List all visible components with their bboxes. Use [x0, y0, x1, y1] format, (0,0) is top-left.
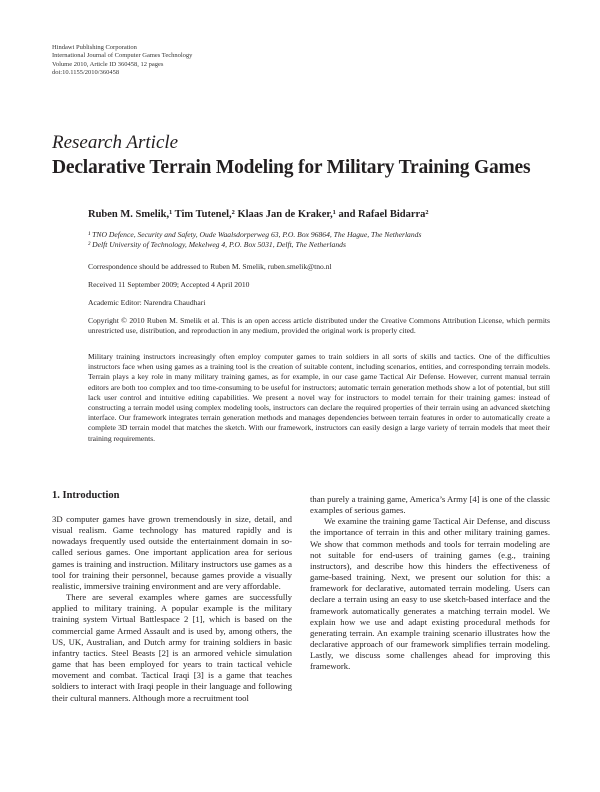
- received-dates: Received 11 September 2009; Accepted 4 April 2010: [88, 280, 250, 289]
- journal-header: [52, 44, 192, 78]
- paragraph: 3D computer games have grown tremendously in size, detail, and visual realism. Game technology has matured rapidly and is nowadays frequently used outside the entertainment domain in so-called serious games. One important application area for serious games is training and instruction. Military instructors use games as a tool for training their personnel, because games provide a visually realistic, immersive training environment and are very affordable.: [52, 514, 292, 591]
- body-column-right: [310, 494, 550, 673]
- section-heading: 1. Introduction: [52, 490, 120, 501]
- abstract: Military training instructors increasingly often employ computer games to train soldiers in all sorts of skills and tactics. One of the difficulties instructors face when using games as a training tool is the creation of suitable content, including scenarios, entities, and corresponding terrain models. Terrain plays a key role in many military training games, as for example, in our case game Tactical Air Defense. However, current manual terrain editors are both too complex and too time-consuming to be useful for instructors; automatic terrain generation methods show a lot of potential, but still lack user control and intuitive editing capabilities. We present a novel way for instructors to model terrain for their training games: instead of constructing a terrain model using complex modeling tools, instructors can declare the required properties of their terrain using an advanced sketching interface. Our framework integrates terrain generation methods and manages dependencies between terrain features in order to automatically create a complete 3D terrain model that matches the sketch. With our framework, instructors can easily design a large variety of terrain models that meet their training requirements.: [88, 352, 550, 443]
- article-type: Research Article: [52, 132, 179, 153]
- authors: Ruben M. Smelik,¹ Tim Tutenel,² Klaas Jan de Kraker,¹ and Rafael Bidarra²: [88, 209, 429, 220]
- affiliation-2: ² Delft University of Technology, Mekelweg 4, P.O. Box 5031, Delft, The Netherlands: [88, 240, 346, 249]
- publisher: Hindawi Publishing Corporation: [52, 44, 137, 51]
- paragraph: We examine the training game Tactical Air Defense, and discuss the importance of terrain in this and other military training games. We show that common methods and tools for terrain modeling are not suitable for end-users of training games (e.g., training instructors), and describe how this hinders the effectiveness of game-based training. Next, we present our solution for this: a framework for declarative, automated terrain modeling. Users can declare a terrain using an easy to use sketch-based interface and the framework automatically generates a matching terrain model. We explain how we use and adapt existing procedural methods for generating terrain. An example training scenario illustrates how the declarative approach of our framework simplifies terrain modeling. Lastly, we discuss some challenges ahead for improving this framework.: [310, 516, 550, 672]
- paragraph: There are several examples where games are successfully applied to military training. A popular example is the military training system Virtual Battlespace 2 [1], which is based on the commercial game Armed Assault and is used by, among others, the US, UK, Australian, and Dutch army for training soldiers in basic infantry tactics. Steel Beasts [2] is an armored vehicle simulation game that has been employed for years to train tactical vehicle movement and combat. Tactical Iraqi [3] is a game that teaches soldiers to interact with Iraqi people in their language and following their cultural manners. Although more a recruitment tool: [52, 592, 292, 703]
- volume-info: Volume 2010, Article ID 360458, 12 pages: [52, 60, 164, 68]
- journal-name: International Journal of Computer Games Technology: [52, 52, 193, 60]
- doi: doi:10.1155/2010/360458: [52, 69, 120, 77]
- affiliations: [88, 230, 421, 250]
- body-column-left: [52, 514, 292, 704]
- affiliation-1: ¹ TNO Defence, Security and Safety, Oude Waalsdorperweg 63, P.O. Box 96864, The Hague, The Netherlands: [88, 230, 422, 239]
- copyright-notice: Copyright © 2010 Ruben M. Smelik et al. This is an open access article distributed under the Creative Commons Attribution License, which permits unrestricted use, distribution, and reproduction in any medium, provided the original work is properly cited.: [88, 316, 550, 336]
- academic-editor: Academic Editor: Narendra Chaudhari: [88, 298, 206, 307]
- article-title: Declarative Terrain Modeling for Military Training Games: [52, 157, 531, 178]
- paragraph: than purely a training game, America’s Army [4] is one of the classic examples of serious games.: [310, 494, 550, 516]
- correspondence: Correspondence should be addressed to Ruben M. Smelik, ruben.smelik@tno.nl: [88, 262, 332, 271]
